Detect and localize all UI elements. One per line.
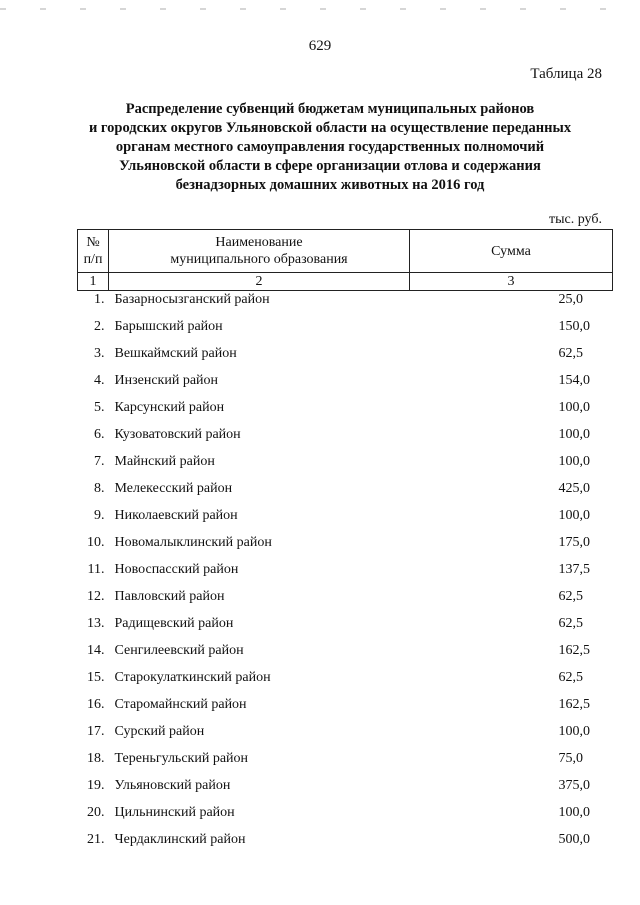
row-district-name: Сенгилеевский район: [114, 643, 244, 658]
row-sum: 100,0: [558, 400, 590, 415]
row-sum: 62,5: [558, 589, 583, 604]
row-district-name: Кузоватовский район: [114, 427, 241, 442]
row-number: 3.: [94, 346, 105, 361]
table-row: [78, 507, 613, 534]
row-district-name: Радищевский район: [114, 616, 234, 631]
subsidy-table: [77, 229, 613, 858]
table-row: [78, 804, 613, 831]
table-row: [78, 831, 613, 858]
row-number: 2.: [94, 319, 105, 334]
row-sum: 150,0: [558, 319, 590, 334]
row-district-name: Инзенский район: [114, 373, 219, 388]
row-sum: 100,0: [558, 805, 590, 820]
table-row: [78, 453, 613, 480]
row-sum: 425,0: [558, 481, 590, 496]
unit-label: тыс. руб.: [549, 212, 602, 227]
document-title: [70, 100, 590, 195]
header-name-line1: Наименование: [215, 235, 303, 250]
row-sum: 162,5: [558, 643, 590, 658]
header-sum: Сумма: [410, 230, 613, 273]
row-number: 9.: [94, 508, 105, 523]
row-number: 8.: [94, 481, 105, 496]
table-row: [78, 588, 613, 615]
row-sum: 62,5: [558, 670, 583, 685]
row-district-name: Вешкаймский район: [114, 346, 237, 361]
header-number-line1: №: [86, 235, 100, 250]
row-number: 7.: [94, 454, 105, 469]
column-number-row: [78, 273, 613, 291]
row-number: 6.: [94, 427, 105, 442]
row-sum: 375,0: [558, 778, 590, 793]
table-row: [78, 372, 613, 399]
row-number: 14.: [87, 643, 105, 658]
row-number: 17.: [87, 724, 105, 739]
row-sum: 62,5: [558, 346, 583, 361]
table-header-row: [78, 230, 613, 273]
row-district-name: Майнский район: [114, 454, 215, 469]
table-row: [78, 750, 613, 777]
table-row: [78, 669, 613, 696]
row-sum: 154,0: [558, 373, 590, 388]
row-number: 11.: [87, 562, 105, 577]
header-number-line2: п/п: [83, 252, 103, 267]
row-district-name: Цильнинский район: [114, 805, 235, 820]
row-district-name: Тереньгульский район: [114, 751, 249, 766]
row-district-name: Мелекесский район: [114, 481, 233, 496]
row-district-name: Карсунский район: [114, 400, 225, 415]
row-number: 15.: [87, 670, 105, 685]
table-row: [78, 345, 613, 372]
row-sum: 100,0: [558, 508, 590, 523]
table-row: [78, 318, 613, 345]
row-sum: 100,0: [558, 724, 590, 739]
title-line: и городских округов Ульяновской области на осуществление переданных: [88, 120, 572, 136]
row-number: 21.: [87, 832, 105, 847]
row-number: 13.: [87, 616, 105, 631]
row-number: 10.: [87, 535, 105, 550]
scan-artifact-line: [0, 8, 640, 10]
table-row: [78, 561, 613, 588]
row-district-name: Барышский район: [114, 319, 223, 334]
column-number: 1: [78, 273, 109, 291]
row-sum: 75,0: [558, 751, 583, 766]
row-number: 4.: [94, 373, 105, 388]
table-row: [78, 615, 613, 642]
row-sum: 25,0: [558, 292, 583, 307]
row-number: 16.: [87, 697, 105, 712]
table-row: [78, 399, 613, 426]
row-district-name: Николаевский район: [114, 508, 238, 523]
row-number: 18.: [87, 751, 105, 766]
table-row: [78, 480, 613, 507]
table-row: [78, 291, 613, 319]
table-row: [78, 642, 613, 669]
header-name-line2: муниципального образования: [170, 252, 348, 267]
header-name: [109, 230, 410, 273]
row-sum: 175,0: [558, 535, 590, 550]
row-district-name: Старокулаткинский район: [114, 670, 271, 685]
row-number: 19.: [87, 778, 105, 793]
title-line: органам местного самоуправления государственных полномочий: [115, 139, 545, 155]
table-row: [78, 696, 613, 723]
row-number: 1.: [94, 292, 105, 307]
column-number: 3: [410, 273, 613, 291]
title-line: Распределение субвенций бюджетам муниципальных районов: [125, 101, 535, 117]
table-row: [78, 723, 613, 750]
table-label: Таблица 28: [530, 66, 602, 82]
row-sum: 500,0: [558, 832, 590, 847]
table-row: [78, 777, 613, 804]
title-line: безнадзорных домашних животных на 2016 год: [175, 177, 485, 193]
row-sum: 100,0: [558, 454, 590, 469]
row-sum: 100,0: [558, 427, 590, 442]
row-district-name: Ульяновский район: [114, 778, 231, 793]
row-sum: 137,5: [558, 562, 590, 577]
row-number: 12.: [87, 589, 105, 604]
row-district-name: Базарносызганский район: [114, 292, 270, 307]
table-row: [78, 426, 613, 453]
page-number: 629: [308, 38, 332, 54]
row-district-name: Чердаклинский район: [114, 832, 246, 847]
column-number: 2: [109, 273, 410, 291]
row-district-name: Старомайнский район: [114, 697, 247, 712]
row-district-name: Новомалыклинский район: [114, 535, 272, 550]
row-district-name: Новоспасский район: [114, 562, 239, 577]
row-district-name: Павловский район: [114, 589, 225, 604]
header-number: [78, 230, 109, 273]
table-body: [78, 291, 613, 859]
row-sum: 62,5: [558, 616, 583, 631]
row-sum: 162,5: [558, 697, 590, 712]
title-line: Ульяновской области в сфере организации отлова и содержания: [119, 158, 541, 174]
row-number: 5.: [94, 400, 105, 415]
table-row: [78, 534, 613, 561]
row-district-name: Сурский район: [114, 724, 205, 739]
row-number: 20.: [87, 805, 105, 820]
